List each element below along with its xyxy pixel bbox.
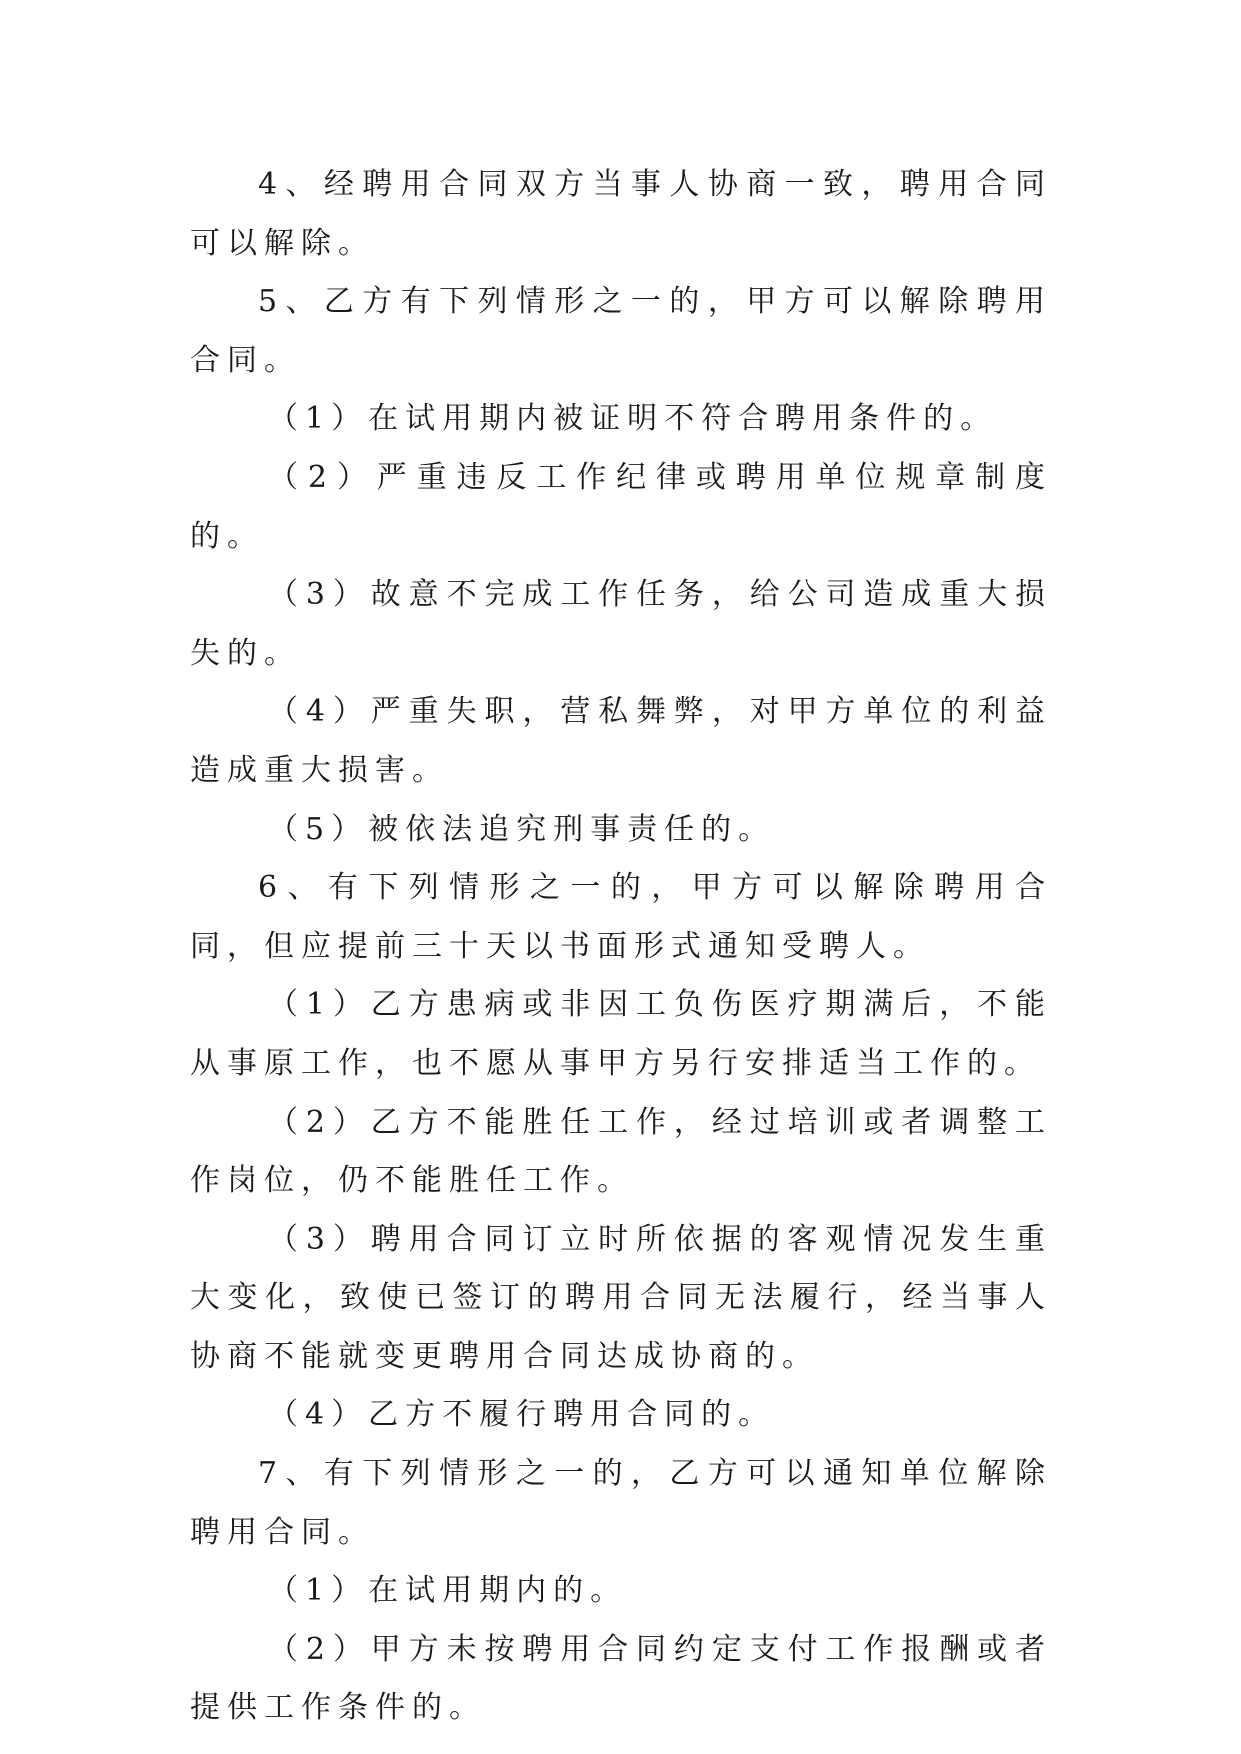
clause-5-item-2: （2）严重违反工作纪律或聘用单位规章制度的。 <box>190 459 1052 554</box>
clause-6-item-3: （3）聘用合同订立时所依据的客观情况发生重大变化，致使已签订的聘用合同无法履行，经当事人协商不能就变更聘用合同达成协商的。 <box>190 1221 1052 1374</box>
clause-7-item-2: （2）甲方未按聘用合同约定支付工作报酬或者提供工作条件的。 <box>190 1631 1052 1726</box>
document-body <box>190 156 1052 1738</box>
clause-4: 4、经聘用合同双方当事人协商一致，聘用合同可以解除。 <box>190 167 1052 261</box>
clause-6: 6、有下列情形之一的，甲方可以解除聘用合同，但应提前三十天以书面形式通知受聘人。 <box>190 870 1052 964</box>
clause-6-item-4: （4）乙方不履行聘用合同的。 <box>268 1397 776 1433</box>
clause-6-item-2: （2）乙方不能胜任工作，经过培训或者调整工作岗位，仍不能胜任工作。 <box>190 1104 1052 1199</box>
clause-5-item-4: （4）严重失职，营私舞弊，对甲方单位的利益造成重大损害。 <box>190 694 1052 788</box>
clause-5-item-3: （3）故意不完成工作任务，给公司造成重大损失的。 <box>190 577 1052 671</box>
clause-7: 7、有下列情形之一的，乙方可以通知单位解除聘用合同。 <box>190 1456 1052 1550</box>
clause-5: 5、乙方有下列情形之一的，甲方可以解除聘用合同。 <box>190 284 1052 378</box>
clause-5-item-5: （5）被依法追究刑事责任的。 <box>268 811 776 847</box>
clause-5-item-1: （1）在试用期内被证明不符合聘用条件的。 <box>268 401 998 437</box>
clause-6-item-1: （1）乙方患病或非因工负伤医疗期满后，不能从事原工作，也不愿从事甲方另行安排适当工作的。 <box>190 987 1052 1081</box>
clause-7-item-1: （1）在试用期内的。 <box>268 1573 628 1609</box>
